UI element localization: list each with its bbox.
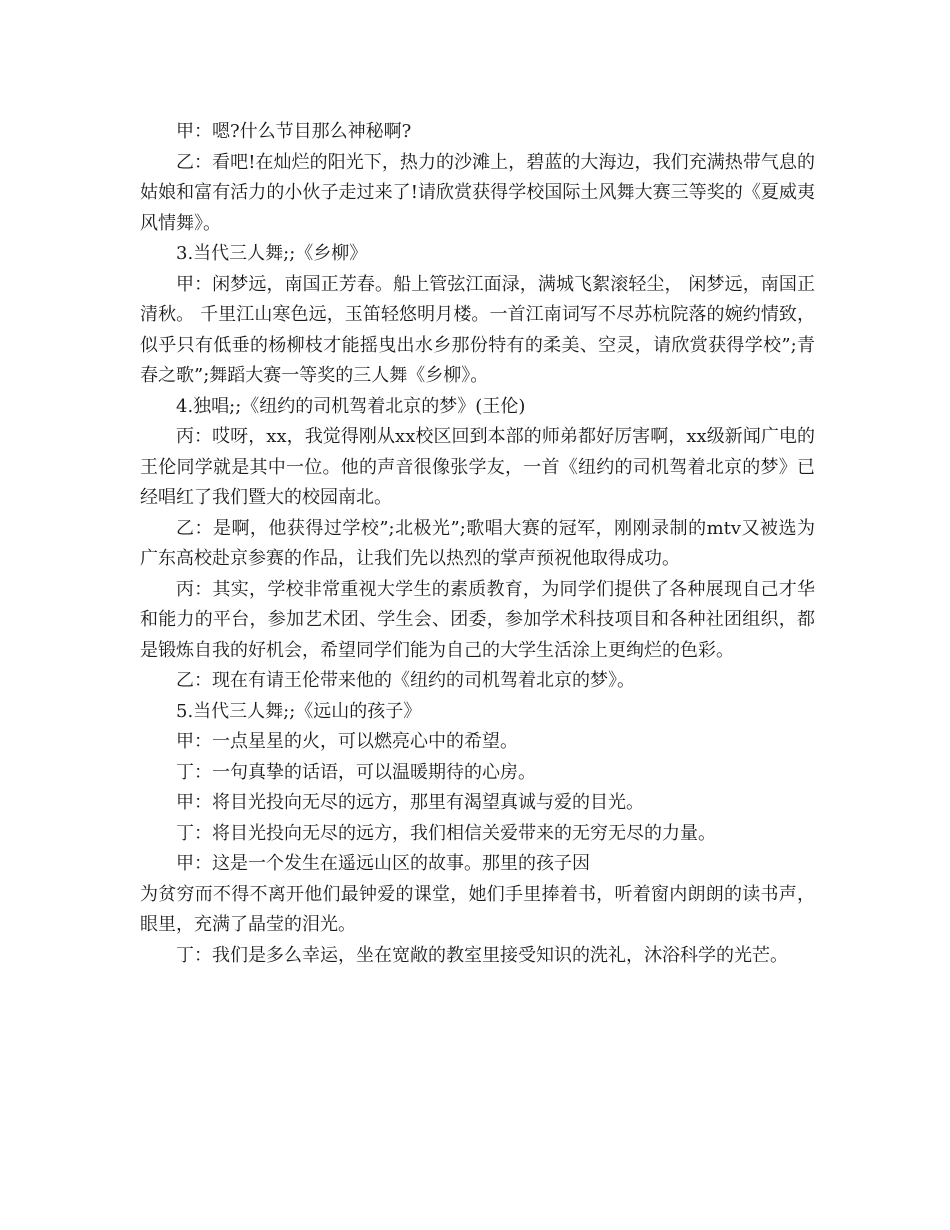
dialogue-line: 乙：现在有请王伦带来他的《纽约的司机驾着北京的梦》。 <box>176 670 635 691</box>
dialogue-line: 丁：将目光投向无尽的远方，我们相信关爱带来的无穷无尽的力量。 <box>176 822 716 844</box>
dialogue-line: 甲：将目光投向无尽的远方，那里有渴望真诚与爱的目光。 <box>176 792 644 813</box>
program-heading: 4.独唱;;《纽约的司机驾着北京的梦》(王伦) <box>176 395 526 417</box>
dialogue-line: 乙：看吧!在灿烂的阳光下，热力的沙滩上，碧蓝的大海边，我们充满热带气息的姑娘和富有活力的小伙子走过来了!请欣赏获得学校国际土风舞大赛三等奖的《夏威夷风情舞》。 <box>140 151 815 234</box>
dialogue-line: 甲：嗯?什么节目那么神秘啊? <box>176 121 412 142</box>
dialogue-line: 甲：这是一个发生在遥远山区的故事。那里的孩子因 <box>176 853 590 874</box>
dialogue-line: 乙：是啊，他获得过学校”;北极光”;歌唱大赛的冠军，刚刚录制的mtv又被选为广东高校赴京参赛的作品，让我们先以热烈的掌声预祝他取得成功。 <box>140 517 815 569</box>
dialogue-line: 丁：我们是多么幸运，坐在宽敞的教室里接受知识的洗礼，沐浴科学的光芒。 <box>176 944 788 966</box>
program-heading: 5.当代三人舞;;《远山的孩子》 <box>176 700 422 722</box>
document-body <box>140 117 815 971</box>
dialogue-line-continuation: 为贫穷而不得不离开他们最钟爱的课堂，她们手里捧着书，听着窗内朗朗的读书声，眼里，充满了晶莹的泪光。 <box>140 883 815 935</box>
dialogue-line: 丁：一句真挚的话语，可以温暖期待的心房。 <box>176 761 536 783</box>
dialogue-line: 丙：哎呀，xx，我觉得刚从xx校区回到本部的师弟都好厉害啊，xx级新闻广电的王伦同学就是其中一位。他的声音很像张学友，一首《纽约的司机驾着北京的梦》已经唱红了我们暨大的校园南北。 <box>140 426 815 508</box>
dialogue-line: 甲：一点星星的火，可以燃亮心中的希望。 <box>176 731 518 752</box>
dialogue-line: 甲：闲梦远，南国正芳春。船上管弦江面渌，满城飞絮滚轻尘， 闲梦远，南国正清秋。 千里江山寒色远，玉笛轻悠明月楼。一首江南词写不尽苏杭院落的婉约情致，似乎只有低垂的杨柳枝才能摇曳出水乡那份特有的柔美、空灵，请欣赏获得学校”;青春之歌”;舞蹈大赛一等奖的三人舞《乡柳》。 <box>140 273 815 386</box>
dialogue-line: 丙：其实，学校非常重视大学生的素质教育，为同学们提供了各种展现自己才华和能力的平台，参加艺术团、学生会、团委，参加学术科技项目和各种社团组织，都是锻炼自我的好机会，希望同学们能为自己的大学生活涂上更绚烂的色彩。 <box>140 578 815 661</box>
program-heading: 3.当代三人舞;;《乡柳》 <box>176 243 368 264</box>
